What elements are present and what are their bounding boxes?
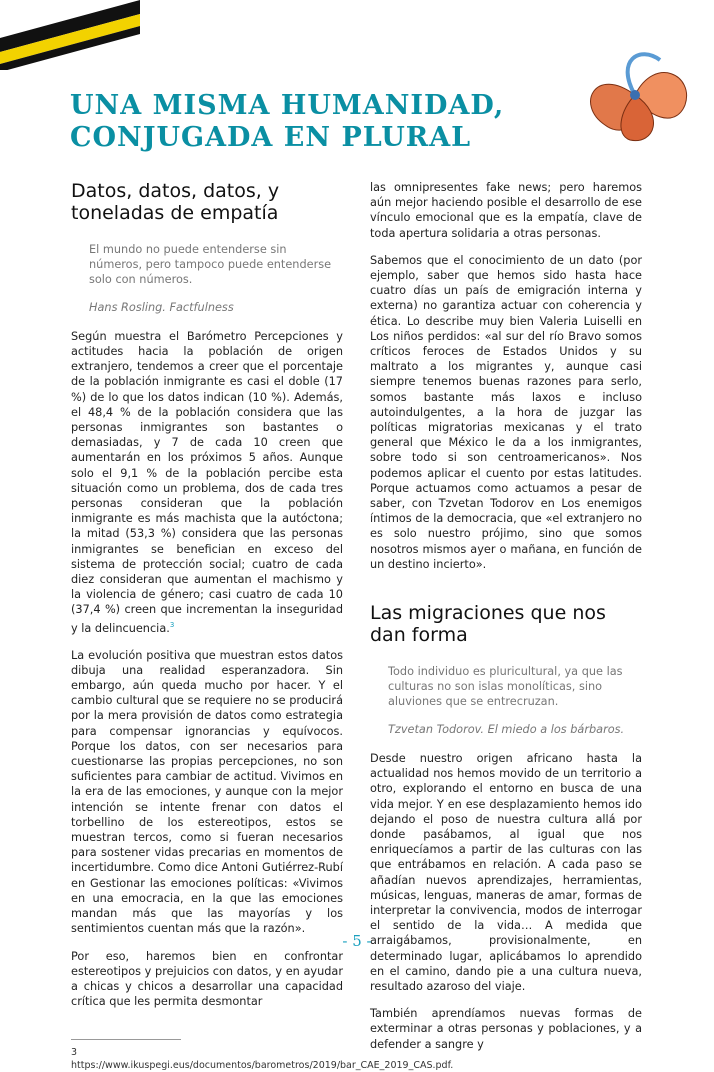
page-title: UNA MISMA HUMANIDAD, CONJUGADA EN PLURAL <box>70 90 505 153</box>
epigraph-author: Hans Rosling. Factfulness <box>89 300 234 314</box>
body-paragraph: las omnipresentes fake news; pero haremos aún mejor haciendo posible el desarrollo de ese vínculo emocional que es la empatía, clave de toda apertura solidaria a otras personas. <box>370 181 642 240</box>
epigraph-quote: Todo individuo es pluricultural, ya que las culturas no son islas monolíticas, sino aluviones que se entrecruzan. <box>388 665 623 709</box>
section-heading: Las migraciones que nos dan forma <box>370 602 606 647</box>
body-paragraph: Por eso, haremos bien en confrontar estereotipos y prejuicios con datos, y en ayudar a chicas y chicos a desarrollar una capacidad crítica que les permita desmontar <box>71 949 343 1009</box>
body-paragraph: La evolución positiva que muestran estos datos dibuja una realidad esperanzadora. Sin embargo, aún queda mucho por hacer. Y el cambio cultural que se requiere no se producirá por la mera provisión de datos como estrategia para compensar ignorancias y equívocos. Porque los datos, con ser necesarios para cuestionarse las propias percepciones, no son suficientes para cambiar de actitud. Vivimos en la era de las emociones, y aunque con la mejor intención se intente frenar con datos el torbellino de los estereotipos, estos se muestran tercos, como si fueran necesarios para sostener vidas precarias en momentos de incertidumbre. Como dice Antoni Gutiérrez-Rubí en Gestionar las emociones políticas: «Vivimos en una emocracia, en la que las emociones mandan más que las mayorías y los sentimientos cuentan más que la razón». <box>71 648 343 936</box>
footnote-divider <box>71 1039 181 1040</box>
section-heading: Datos, datos, datos, y toneladas de empatía <box>71 180 280 224</box>
footnote: 3 https://www.ikuspegi.eus/documentos/barometros/2019/bar_CAE_2019_CAS.pdf. <box>71 1047 454 1072</box>
epigraph-quote: El mundo no puede entenderse sin números, pero tampoco puede entenderse solo con números. <box>89 243 332 287</box>
body-paragraph: Según muestra el Barómetro Percepciones y actitudes hacia la población de origen extranjero, tendemos a creer que el porcentaje de la población inmigrante es casi el doble (17 %) de lo que los datos indican (10 %). Además, el 48,4 % de la población considera que las personas inmigrantes son bastantes o demasiadas, y 7 de cada 10 creen que aumentarán en los próximos 5 años. Aunque solo el 9,1 % de la población percibe esta situación como un problema, dos de cada tres personas consideran que la población inmigrante es más machista que la autóctona; la mitad (53,3 %) considera que las personas inmigrantes se benefician en exceso del sistema de protección social; cuatro de cada diez consideran que aumentan el machismo y la violencia de género; casi cuatro de cada 10 (37,4 %) creen que incrementan la inseguridad y la delincuencia.$^3$ <box>71 329 343 635</box>
pencil-shavings-image <box>560 40 710 150</box>
body-paragraph: Sabemos que el conocimiento de un dato (por ejemplo, saber que hemos sido hasta hace cuatro días un país de emigración interna y externa) no garantiza actuar con coherencia y ética. Lo describe muy bien Valeria Luiselli en Los niños perdidos: «al sur del río Bravo somos críticos feroces de Estados Unidos y su maltrato a los migrantes y, aunque casi siempre tenemos buenas razones para serlo, somos bastante más laxos e incluso autoindulgentes, a la hora de juzgar las políticas migratorias mexicanas y el trato general que México le da a los inmigrantes, sobre todo si son centroamericanos». Nos podemos aplicar el cuento por estas latitudes. Porque actuamos como actuamos a pesar de saber, con Tzvetan Todorov en Los enemigos íntimos de la democracia, que «el extranjero no es solo nuestro prójimo, sino que somos nosotros mismos ayer o mañana, en función de un destino incierto». <box>370 253 642 571</box>
decorative-stripes <box>0 0 140 70</box>
body-paragraph: También aprendíamos nuevas formas de exterminar a otras personas y poblaciones, y a defender a sangre y <box>370 1007 642 1051</box>
body-paragraph: Desde nuestro origen africano hasta la actualidad nos hemos movido de un territorio a otro, explorando el entorno en busca de una vida mejor. Y en ese desplazamiento hemos ido dejando el poso de nuestra cultura allá por donde pasábamos, al igual que nos enriquecíamos a partir de las culturas con las que entrábamos en relación. A cada paso se añadían nuevos aprendizajes, herramientas, músicas, lenguas, maneras de amar, formas de interpretar la convivencia, modos de interrogar el sentido de la vida… A medida que arraigábamos, provisionalmente, en determinado lugar, aplicábamos lo aprendido en el camino, dando pie a una cultura nueva, resultado azaroso del viaje. <box>370 751 642 993</box>
epigraph-author: Tzvetan Todorov. El miedo a los bárbaros. <box>388 722 625 736</box>
page-number: - 5 - <box>342 932 372 950</box>
footnote-ref: 3 <box>169 620 175 629</box>
